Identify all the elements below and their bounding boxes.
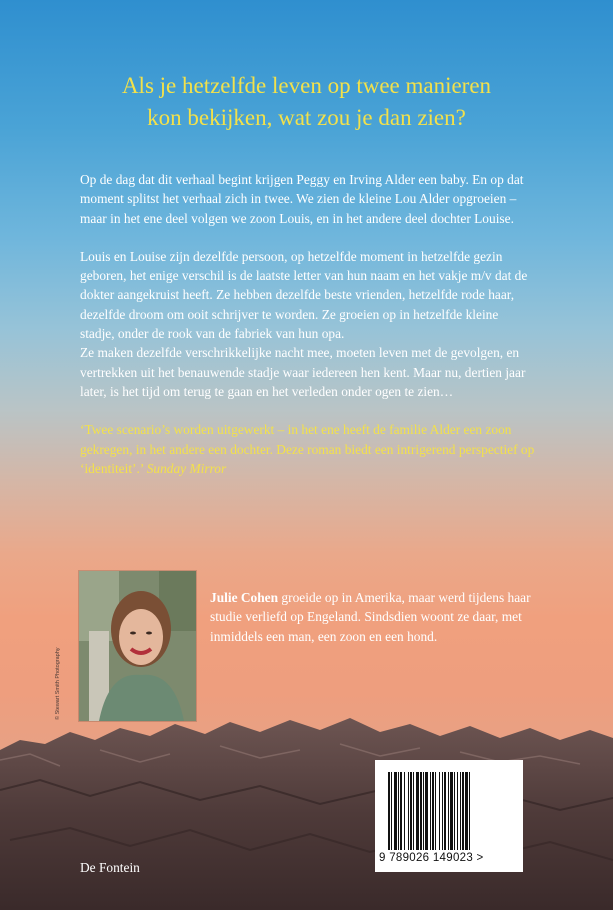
author-photo: [79, 571, 196, 721]
isbn-barcode: [375, 760, 523, 872]
blurb-paragraph-1: Op de dag dat dit verhaal begint krijgen Peggy en Irving Alder een baby. En op dat moment splitst het verhaal zich in twee. We zien de kleine Lou Alder opgroeien – maar in het ene deel volgen we zoon Louis, en in het andere deel dochter Louise.: [80, 172, 524, 226]
isbn-number: 9 789026 149023 >: [379, 852, 484, 864]
photo-credit: © Stewart Smith Photography: [55, 647, 61, 720]
headline-line-1: Als je hetzelfde leven op twee manieren: [121, 73, 492, 98]
review-text: ‘Twee scenario’s worden uitgewerkt – in het ene heeft de familie Alder een zoon gekregen, in het andere een dochter. Deze roman biedt een intrigerend perspectief op ‘identiteit’.’: [80, 422, 535, 476]
headline: [60, 70, 553, 134]
barcode-bars: [388, 772, 510, 850]
publisher-name: De Fontein: [80, 860, 140, 875]
author-name: Julie Cohen: [210, 590, 279, 605]
blurb: [80, 170, 535, 497]
headline-line-2: kon bekijken, wat zou je dan zien?: [147, 105, 466, 130]
author-bio-text: groeide op in Amerika, maar werd tijdens haar studie verliefd op Engeland. Sindsdien woont ze daar, met inmiddels een man, een zoon en een hond.: [210, 590, 531, 644]
author-bio: [210, 588, 540, 646]
blurb-paragraph-3: Ze maken dezelfde verschrikkelijke nacht mee, moeten leven met de gevolgen, en vertrekken uit het benauwende stadje waar iedereen hen kent. Maar nu, dertien jaar later, is het tijd om terug te gaan en het verleden onder ogen te zien…: [80, 345, 526, 399]
review-source: Sunday Mirror: [146, 460, 227, 476]
review-quote: [80, 420, 535, 478]
blurb-paragraph-2: Louis en Louise zijn dezelfde persoon, op hetzelfde moment in hetzelfde gezin geboren, het enige verschil is de laatste letter van hun naam en het vakje m/v dat de dokter aangekruist heeft. Ze hebben dezelfde beste vrienden, hetzelfde rode haar, dezelfde droom om ooit schrijver te worden. Ze groeien op in hetzelfde kleine stadje, onder de rook van de fabriek van hun opa.: [80, 248, 528, 342]
